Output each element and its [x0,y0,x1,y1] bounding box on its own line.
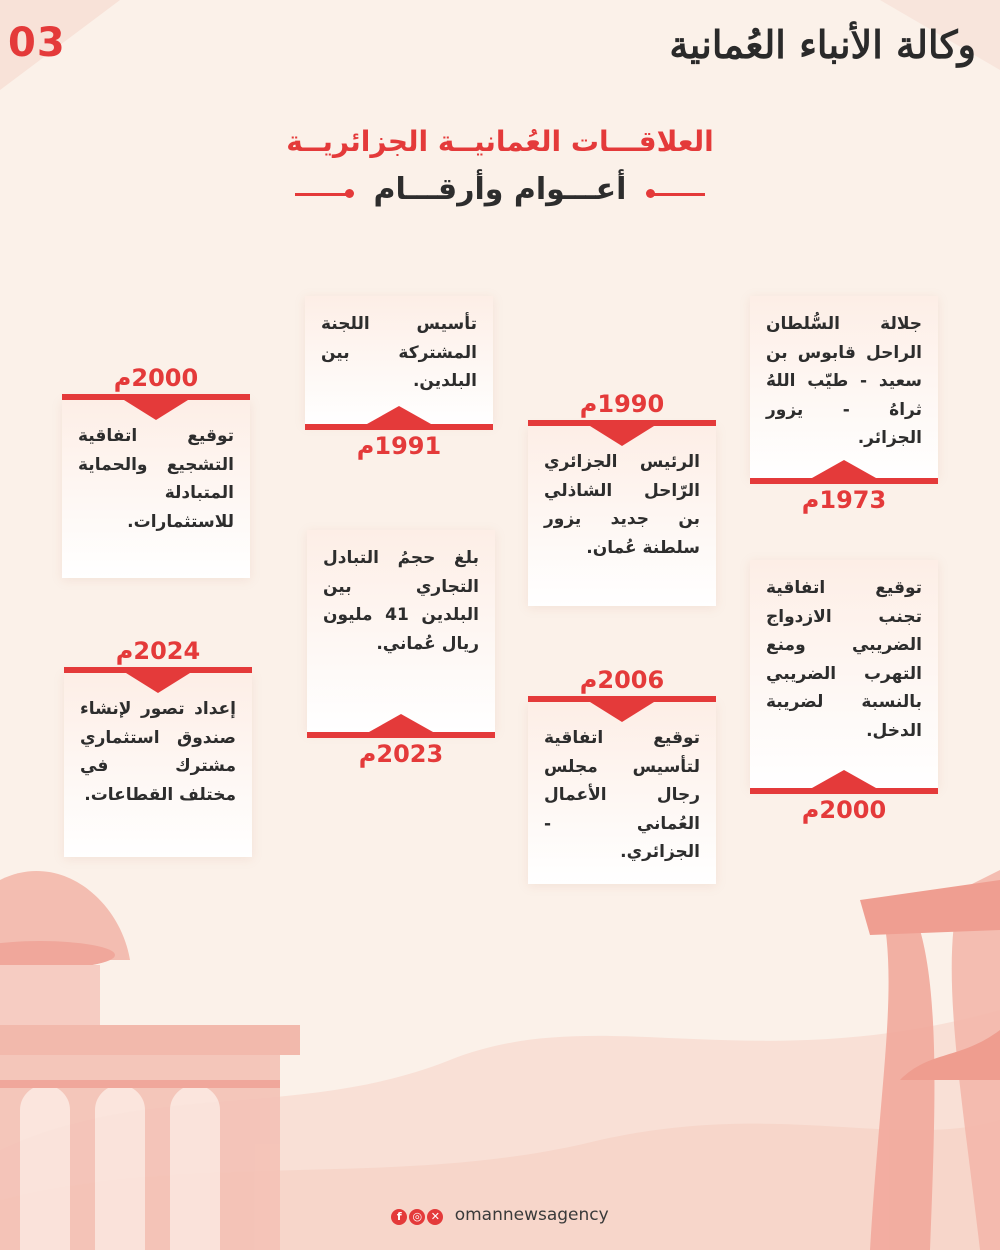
pointer-triangle [369,714,433,732]
card-text: تأسيس اللجنة المشتركة بين البلدين. [305,296,493,424]
timeline-card-2024 [64,635,252,857]
card-bar [750,478,938,484]
card-bar [528,696,716,702]
card-text: بلغ حجمُ التبادل التجاري بين البلدين 41 مليون ريال عُماني. [307,530,495,732]
agency-logo: وكالة الأنباء العُمانية [669,22,976,67]
pointer-triangle [126,673,190,693]
arrow-decoration-right [650,193,705,196]
card-text: إعداد تصور لإنشاء صندوق استثماري مشترك في مختلف القطاعات. [64,673,252,857]
card-text: جلالة السُّلطان الراحل قابوس بن سعيد - طيّب اللهُ ثراهُ - يزور الجزائر. [750,296,938,478]
card-bar [62,394,250,400]
card-year: 1990م [579,390,665,418]
timeline-card-1991 [305,296,493,462]
pointer-triangle [590,426,654,446]
page-number: 03 [8,20,66,66]
card-year: 1973م [801,486,887,514]
facebook-icon[interactable]: f [391,1209,407,1225]
footer [0,1205,1000,1225]
pointer-triangle [124,400,188,420]
mosque-illustration [0,871,300,1250]
pointer-triangle [812,770,876,788]
pointer-triangle [590,702,654,722]
x-icon[interactable]: ✕ [427,1209,443,1225]
card-text: توقيع اتفاقية تجنب الازدواج الضريبي ومنع التهرب الضريبي بالنسبة لضريبة الدخل. [750,560,938,788]
timeline-card-1973 [750,296,938,516]
card-text: توقيع اتفاقية لتأسيس مجلس رجال الأعمال العُماني - الجزائري. [528,702,716,884]
card-year: 2024م [115,637,201,665]
card-bar [64,667,252,673]
footer-handle[interactable]: omannewsagency [454,1205,609,1225]
page-subtitle: أعـــوام وأرقـــام [373,172,627,207]
card-bar [305,424,493,430]
timeline-card-2006 [528,664,716,884]
social-icons [391,1205,445,1225]
card-text: الرئيس الجزائري الرّاحل الشاذلي بن جديد يزور سلطنة عُمان. [528,426,716,606]
timeline-card-2023 [307,530,495,770]
card-year: 2000م [113,364,199,392]
card-bar [528,420,716,426]
card-bar [307,732,495,738]
timeline-card-2000-tax [750,560,938,826]
card-bar [750,788,938,794]
pointer-triangle [367,406,431,424]
arrow-decoration-left [295,193,350,196]
timeline-card-1990 [528,388,716,606]
card-year: 1991م [356,432,442,460]
instagram-icon[interactable]: ◎ [409,1209,425,1225]
pointer-triangle [812,460,876,478]
card-year: 2000م [801,796,887,824]
card-year: 2023م [358,740,444,768]
card-year: 2006م [579,666,665,694]
card-text: توقيع اتفاقية التشجيع والحماية المتبادلة للاستثمارات. [62,400,250,578]
timeline-card-2000-investment [62,362,250,578]
page-title: العلاقـــات العُمانيــة الجزائريــة [286,125,714,158]
